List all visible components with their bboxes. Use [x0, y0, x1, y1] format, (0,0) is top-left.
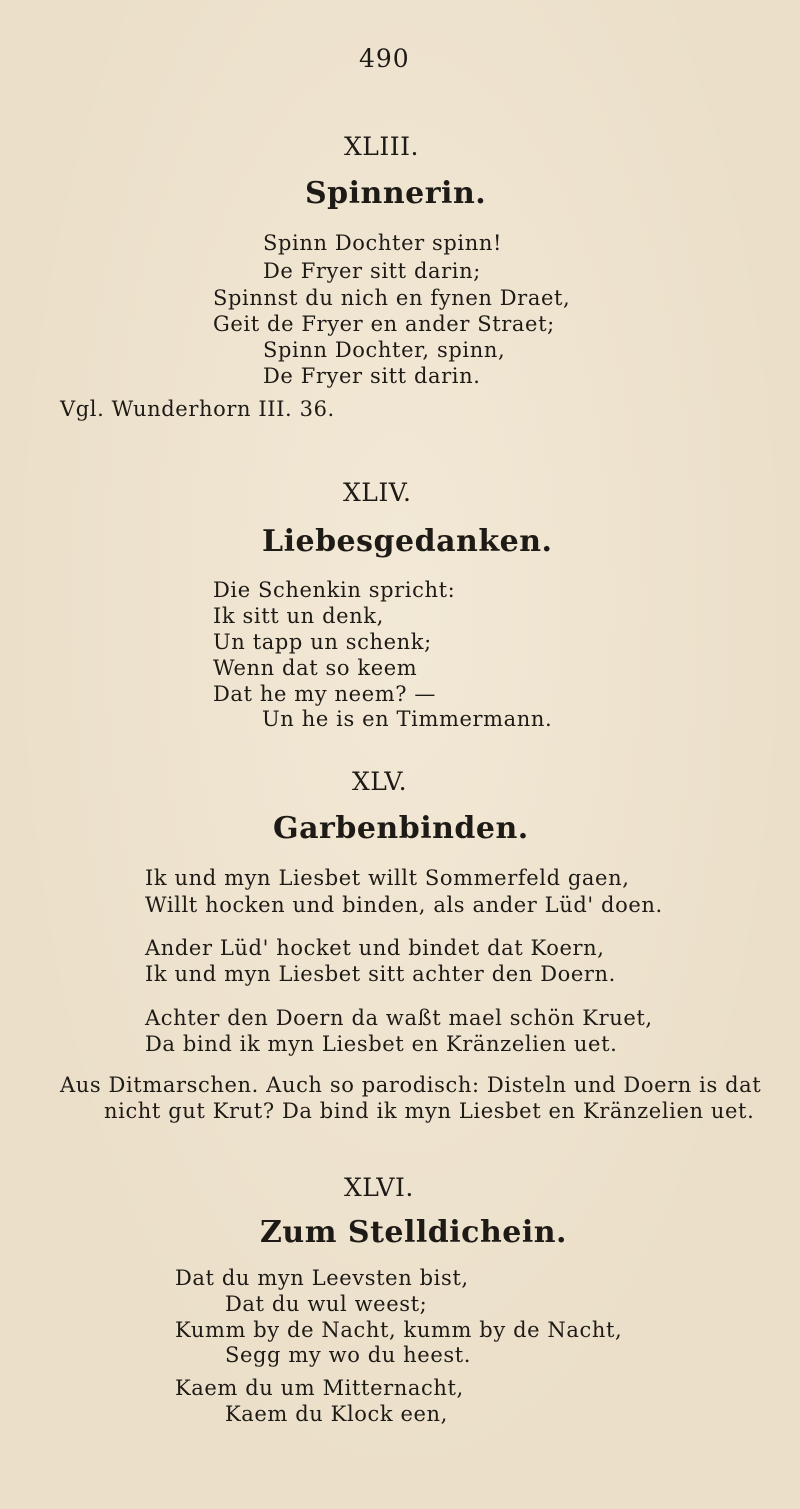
verse-line: Achter den Doern da waßt mael schön Kruet, [145, 1006, 653, 1030]
verse-line: Dat du myn Leevsten bist, [175, 1266, 469, 1290]
verse-line: Dat he my neem? — [213, 682, 436, 706]
verse-line: Spinnst du nich en fynen Draet, [213, 286, 571, 310]
verse-line: Wenn dat so keem [213, 656, 418, 680]
verse-line: Ander Lüd' hocket und bindet dat Koern, [145, 936, 605, 960]
verse-line: De Fryer sitt darin. [263, 364, 481, 388]
section-title: Garbenbinden. [273, 811, 529, 846]
verse-line: Ik sitt un denk, [213, 604, 384, 628]
verse-line: Kaem du Klock een, [225, 1402, 448, 1426]
section-numeral: XLIV. [343, 478, 412, 507]
verse-line: Ik und myn Liesbet willt Sommerfeld gaen, [145, 866, 630, 890]
verse-line: De Fryer sitt darin; [263, 259, 481, 283]
verse-line: Willt hocken und binden, als ander Lüd' doen. [145, 893, 663, 917]
verse-line: Kumm by de Nacht, kumm by de Nacht, [175, 1318, 623, 1342]
verse-line: Geit de Fryer en ander Straet; [213, 312, 555, 336]
verse-line: Un tapp un schenk; [213, 630, 432, 654]
verse-line: Segg my wo du heest. [225, 1343, 472, 1367]
verse-line: Un he is en Timmermann. [262, 707, 553, 731]
verse-line: Ik und myn Liesbet sitt achter den Doern. [145, 962, 616, 986]
verse-line: Spinn Dochter spinn! [263, 231, 503, 255]
source-note: Vgl. Wunderhorn III. 36. [60, 397, 335, 421]
section-title: Spinnerin. [305, 176, 487, 211]
verse-line: Kaem du um Mitternacht, [175, 1376, 464, 1400]
section-title: Liebesgedanken. [262, 524, 553, 559]
verse-line: Spinn Dochter, spinn, [263, 338, 506, 362]
section-numeral: XLIII. [344, 132, 419, 161]
source-note-line: nicht gut Krut? Da bind ik myn Liesbet en Kränzelien uet. [104, 1099, 755, 1123]
verse-line: Die Schenkin spricht: [213, 578, 456, 602]
verse-line: Dat du wul weest; [225, 1292, 428, 1316]
verse-line: Da bind ik myn Liesbet en Kränzelien uet. [145, 1032, 618, 1056]
section-numeral: XLVI. [344, 1173, 414, 1202]
source-note-line: Aus Ditmarschen. Auch so parodisch: Disteln und Doern is dat [60, 1073, 762, 1097]
page-number: 490 [359, 44, 410, 73]
section-title: Zum Stelldichein. [260, 1215, 567, 1250]
section-numeral: XLV. [352, 767, 408, 796]
